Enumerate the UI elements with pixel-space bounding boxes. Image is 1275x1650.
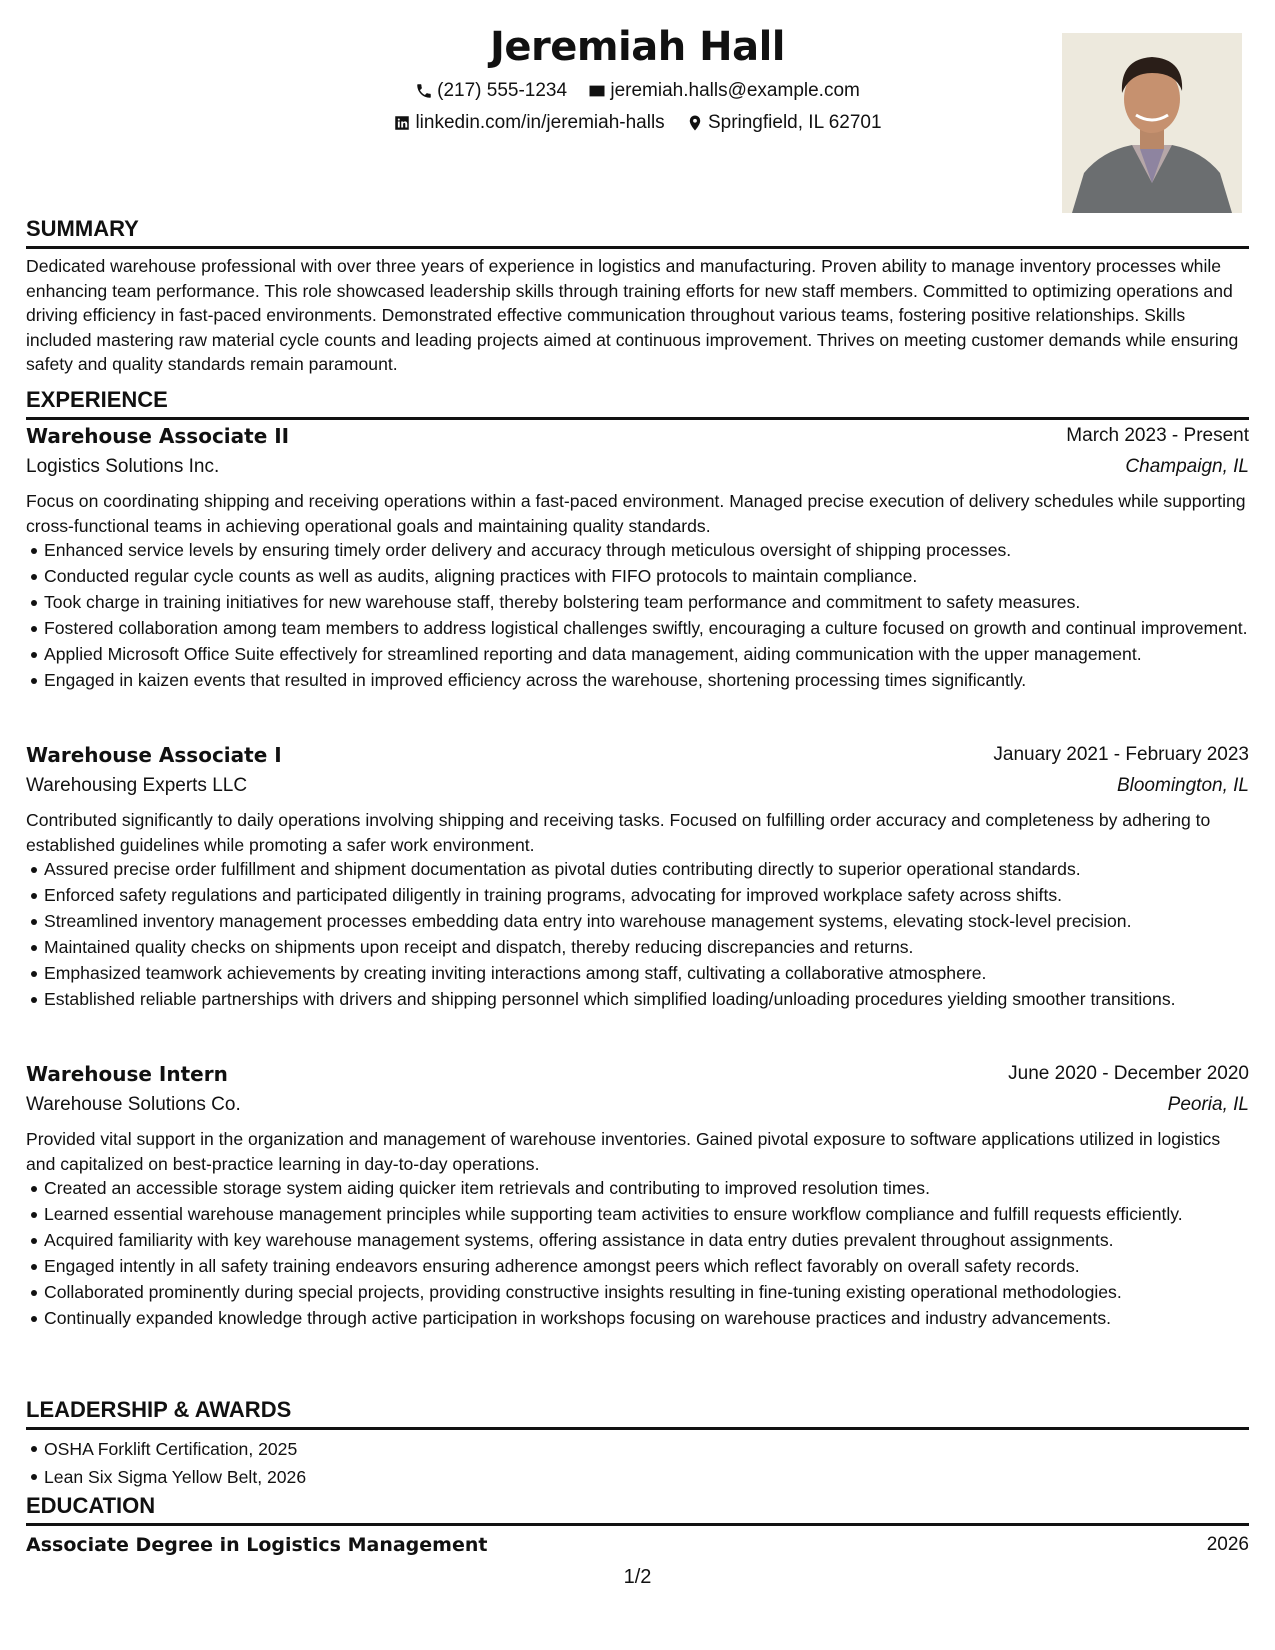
job-location: Peoria, IL (1167, 1094, 1249, 1115)
phone-icon (415, 82, 433, 100)
bullet-item: Emphasized teamwork achievements by creating inviting interactions among staff, cultivating a collaborative atmosphere. (44, 961, 1267, 985)
contact-phone[interactable] (415, 80, 567, 102)
envelope-icon (588, 82, 606, 100)
email-text: jeremiah.halls@example.com (610, 80, 860, 101)
page-number: 1/2 (623, 1566, 652, 1588)
job-location: Champaign, IL (1125, 456, 1249, 477)
job-title: Warehouse Associate I (26, 743, 282, 767)
education-degree: Associate Degree in Logistics Management (26, 1534, 488, 1556)
contact-linkedin[interactable] (393, 112, 664, 134)
bullet-item: Learned essential warehouse management principles while supporting team activities to ensure workflow compliance and fulfill requests efficiently. (44, 1202, 1267, 1226)
bullet-item: Enhanced service levels by ensuring timely order delivery and accuracy through meticulous oversight of shipping processes. (44, 538, 1267, 562)
bullet-item: Created an accessible storage system aiding quicker item retrievals and contributing to improved resolution times. (44, 1176, 1267, 1200)
profile-photo (1062, 33, 1242, 213)
section-title-education: EDUCATION (26, 1493, 1249, 1526)
job-description: Provided vital support in the organization and management of warehouse inventories. Gained pivotal exposure to software applications utilized in logistics and capitalized on best-practice learning in day-to-day operations. (26, 1129, 1221, 1174)
location-text: Springfield, IL 62701 (707, 112, 882, 133)
job-title: Warehouse Associate II (26, 424, 290, 448)
job-dates: March 2023 - Present (1066, 425, 1249, 446)
job-header (26, 424, 1249, 484)
job-location: Bloomington, IL (1116, 775, 1249, 796)
job-company: Warehousing Experts LLC (26, 775, 248, 796)
summary-text: Dedicated warehouse professional with over three years of experience in logistics and manufacturing. Proven ability to manage inventory processes while enhancing team performance. This role showcased leadership skills through training efforts for new staff members. Committed to optimizing operations and driving efficiency in fast-paced environments. Demonstrated effective communication throughout various teams, fostering positive relationships. Skills included mastering raw material cycle counts and leading projects aimed at continuous improvement. Thrives on meeting customer demands while ensuring safety and quality standards remain paramount. (26, 256, 1239, 375)
job-dates: January 2021 - February 2023 (993, 744, 1249, 765)
section-title-summary: SUMMARY (26, 216, 1249, 249)
bullet-item: Assured precise order fulfillment and shipment documentation as pivotal duties contributing directly to superior operational standards. (44, 857, 1267, 881)
bullet-item: Continually expanded knowledge through active participation in workshops focusing on warehouse practices and industry advancements. (44, 1306, 1267, 1330)
bullet-item: Fostered collaboration among team members to address logistical challenges swiftly, encouraging a culture focused on growth and continual improvement. (44, 616, 1267, 640)
education-year: 2026 (1206, 1534, 1249, 1555)
job-bullets (26, 857, 1267, 1013)
job-title: Warehouse Intern (26, 1062, 228, 1086)
bullet-item: Engaged intently in all safety training endeavors ensuring adherence amongst peers which reflect favorably on overall safety records. (44, 1254, 1267, 1278)
contact-location (686, 112, 882, 134)
job-bullets (26, 538, 1267, 694)
map-pin-icon (686, 114, 704, 132)
bullet-item: Streamlined inventory management processes embedding data entry into warehouse management systems, elevating stock-level precision. (44, 909, 1267, 933)
job-header (26, 743, 1249, 803)
phone-text: (217) 555-1234 (437, 80, 568, 101)
job-bullets (26, 1176, 1267, 1332)
job-description: Contributed significantly to daily operations involving shipping and receiving tasks. Focused on fulfilling order accuracy and completeness by adhering to established guidelines while promoting a safer work environment. (26, 810, 1211, 855)
candidate-name: Jeremiah Hall (489, 24, 786, 70)
bullet-item: Engaged in kaizen events that resulted in improved efficiency across the warehouse, shortening processing times significantly. (44, 668, 1267, 692)
section-title-experience: EXPERIENCE (26, 387, 1249, 420)
bullet-item: Maintained quality checks on shipments upon receipt and dispatch, thereby reducing discrepancies and returns. (44, 935, 1267, 959)
bullet-item: Enforced safety regulations and participated diligently in training programs, advocating for improved workplace safety across shifts. (44, 883, 1267, 907)
awards-list (26, 1436, 1267, 1492)
job-description: Focus on coordinating shipping and receiving operations within a fast-paced environment. Managed precise execution of delivery schedules while supporting cross-functional teams in achieving operational goals and maintaining quality standards. (26, 491, 1246, 536)
bullet-item: Acquired familiarity with key warehouse management systems, offering assistance in data entry duties prevalent throughout assignments. (44, 1228, 1267, 1252)
job-company: Logistics Solutions Inc. (26, 456, 220, 477)
job-dates: June 2020 - December 2020 (1008, 1063, 1249, 1084)
section-title-awards: LEADERSHIP & AWARDS (26, 1397, 1249, 1430)
linkedin-icon (393, 114, 411, 132)
bullet-item: Took charge in training initiatives for new warehouse staff, thereby bolstering team performance and commitment to safety measures. (44, 590, 1267, 614)
bullet-item: Applied Microsoft Office Suite effectively for streamlined reporting and data management, aiding communication with the upper management. (44, 642, 1267, 666)
bullet-item: Collaborated prominently during special projects, providing constructive insights resulting in fine-tuning existing operational methodologies. (44, 1280, 1267, 1304)
award-item: OSHA Forklift Certification, 2025 (44, 1436, 1267, 1462)
contact-email[interactable] (588, 80, 860, 102)
bullet-item: Established reliable partnerships with drivers and shipping personnel which simplified loading/unloading procedures yielding smoother transitions. (44, 987, 1267, 1011)
job-header (26, 1062, 1249, 1122)
linkedin-text: linkedin.com/in/jeremiah-halls (415, 112, 665, 133)
award-item: Lean Six Sigma Yellow Belt, 2026 (44, 1464, 1267, 1490)
bullet-item: Conducted regular cycle counts as well as audits, aligning practices with FIFO protocols to maintain compliance. (44, 564, 1267, 588)
job-company: Warehouse Solutions Co. (26, 1094, 241, 1115)
